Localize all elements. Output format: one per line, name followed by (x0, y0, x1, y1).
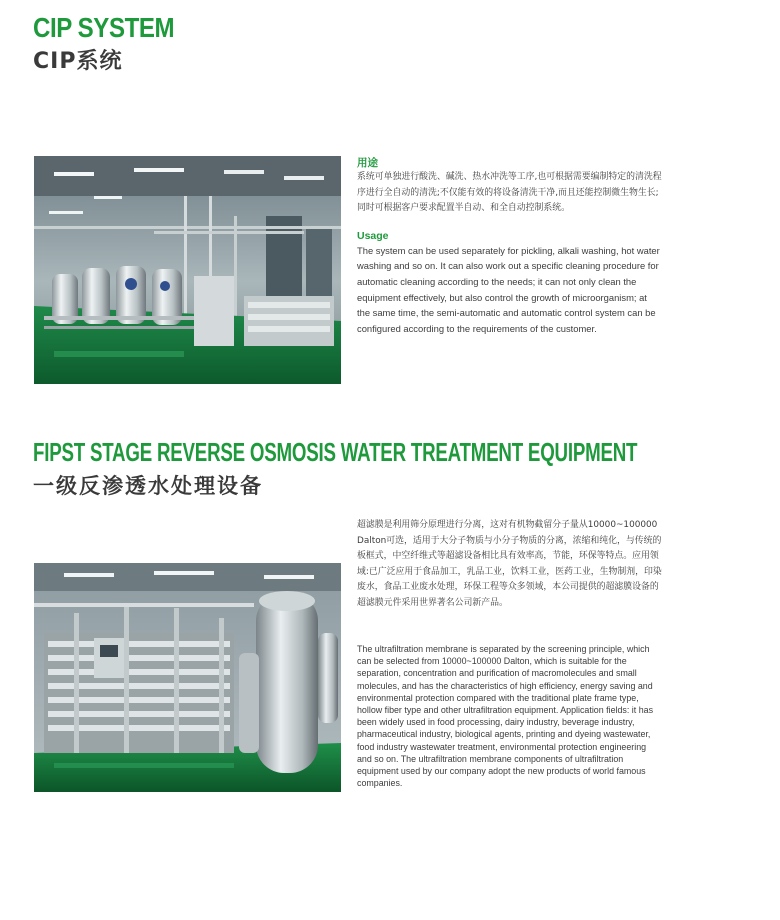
ro-en-paragraph: The ultrafiltration membrane is separated by the screening principle, which can be selected from 10000~100000 Dalton, which is suitable for the separation, concentration and purification of macromolecules and small molecules, and has the characteristics of high efficiency, energy saving and environmental protection compared with the traditional plate frame type, hollow fiber type and other ultrafiltration equipment. Application fields: it has been widely used in food processing, dairy industry, beverage industry, pharmaceutical industry, biological agents, printing and dyeing wastewater, food industry wastewater treatment, environmental protection engineering and so on. The ultrafiltration membrane components of ultrafiltration equipment used by our company adopt the new products of world famous companies. (357, 644, 654, 789)
usage-cn-paragraph: 系统可单独进行酸洗、碱洗、热水冲洗等工序,也可根据需要编制特定的清洗程序进行全自动的清洗;不仅能有效的将设备清洗干净,而且还能控制微生物生长;同时可根据客户要求配置半自动、和全自动控制系统。 (357, 172, 662, 214)
usage-cn-heading: 用途 (357, 157, 378, 169)
usage-en-paragraph: The system can be used separately for pickling, alkali washing, hot water washing and so on. It can also work out a specific cleaning procedure for automatic cleaning according to the needs; it can not only clean the equipment effectively, but also control the growth of microorganism; at the same time, the semi-automatic and automatic control system can be configured according to the requirements of the customer. (357, 244, 660, 334)
usage-en-heading: Usage (357, 229, 389, 242)
ro-title-cn: 一级反渗透水处理设备 (33, 474, 263, 498)
ro-cn-paragraph: 超滤膜是利用筛分原理进行分离，这对有机物截留分子量从10000~100000 Dalton可选，适用于大分子物质与小分子物质的分离，浓缩和纯化，与传统的板框式，中空纤维式等超滤设备相比具有效率高，节能，环保等特点。应用领域:已广泛应用于食品加工，乳品工业，饮料工业，医药工业，生物制剂，印染废水，食品工业废水处理，环保工程等众多领域，本公司提供的超滤膜设备的超滤膜元件采用世界著名公司新产品。 (357, 520, 662, 608)
ro-equipment-photo (34, 563, 341, 792)
cip-title-en: CIP SYSTEM (33, 12, 175, 43)
cip-title-cn: CIP系统 (33, 49, 123, 74)
ro-title-en: FIPST STAGE REVERSE OSMOSIS WATER TREATMENT EQUIPMENT (33, 437, 638, 467)
cip-usage-text-block (357, 156, 662, 336)
cip-system-photo (34, 156, 341, 384)
